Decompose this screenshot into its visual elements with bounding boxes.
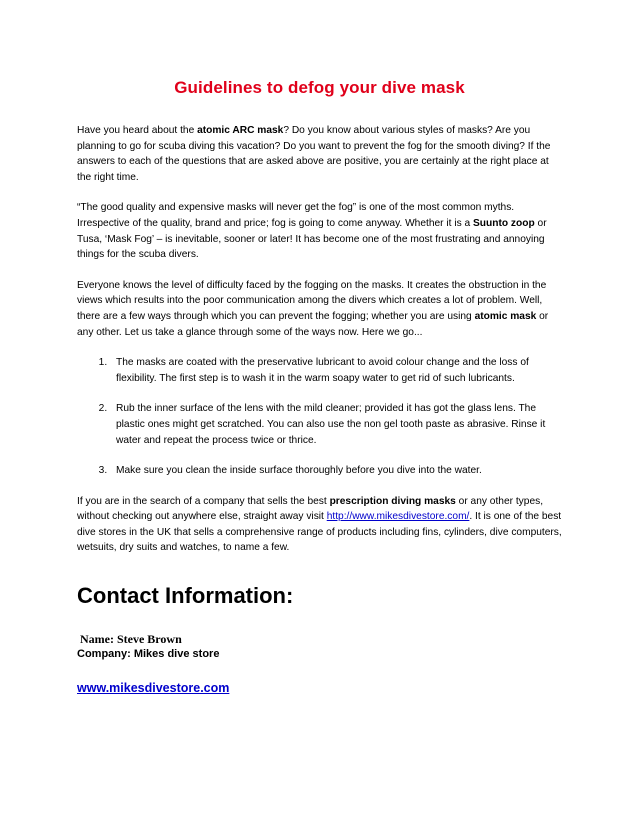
contact-heading: Contact Information: — [77, 583, 294, 609]
bold-term: prescription diving masks — [329, 495, 456, 507]
myth-paragraph — [77, 200, 562, 262]
difficulty-paragraph — [77, 278, 562, 340]
store-url-link[interactable]: http://www.mikesdivestore.com/ — [326, 511, 470, 523]
text-span: or any other. Let us take a glance through some of the ways now. Here we go... — [77, 310, 549, 338]
bold-term: Suunto zoop — [473, 217, 535, 229]
text-span: . It is one of the best dive stores in the UK that sells a comprehensive range of products including fins, cylinders, dive computers, wetsuits, dry suits and watches, to name a few. — [77, 511, 562, 554]
text-span: If you are in the search of a company that sells the best — [77, 495, 330, 507]
bold-term: atomic ARC mask — [197, 125, 284, 136]
text-span: Everyone knows the level of difficulty faced by the fogging on the masks. It creates the obstruction in the views which results into the poor communication among the divers which creates a lot of problem. Well, there are a few ways through which you can prevent the fogging; whether you are using — [77, 279, 547, 322]
list-item: 1. The masks are coated with the preservative lubricant to avoid colour change and the loss of flexibility. The first step is to wash it in the warm soapy water to get rid of such lubricants. — [110, 355, 562, 386]
intro-paragraph — [77, 123, 562, 185]
store-paragraph — [77, 494, 562, 556]
bold-term: atomic mask — [474, 310, 537, 322]
text-span: Have you heard about the — [77, 125, 198, 136]
list-item: 2. Rub the inner surface of the lens with the mild cleaner; provided it has got the glass lens. The plastic ones might get scratched. You can also use the non gel tooth paste as abrasive. Rinse it water and repeat the process twice or thrice. — [110, 401, 562, 448]
text-span: “The good quality and expensive masks will never get the fog” is one of the most common myths. Irrespective of the quality, brand and price; fog is going to come anyway. Whether it is a — [77, 202, 515, 229]
page-title: Guidelines to defog your dive mask — [174, 78, 465, 97]
contact-company: Company: Mikes dive store — [77, 648, 220, 661]
text-span: ? Do you know about various styles of masks? Are you planning to go for scuba diving this vacation? Do you want to prevent the fog for the smooth diving? If the answers to each of the questions that are asked above are positive, you are certainly at the right place at the right time. — [77, 125, 551, 183]
text-span: or Tusa, ‘Mask Fog’ – is inevitable, sooner or later! It has become one of the most frustrating and annoying things for the scuba divers. — [77, 217, 547, 261]
text-span: or any other types, without checking out anywhere else, straight away visit — [77, 495, 544, 523]
website-link[interactable]: www.mikesdivestore.com — [77, 681, 230, 696]
list-item: 3. Make sure you clean the inside surface thoroughly before you dive into the water. — [110, 463, 562, 479]
document-page — [77, 78, 562, 695]
contact-name: Name: Steve Brown — [80, 632, 182, 647]
website-row — [77, 681, 562, 695]
steps-list — [77, 355, 562, 479]
